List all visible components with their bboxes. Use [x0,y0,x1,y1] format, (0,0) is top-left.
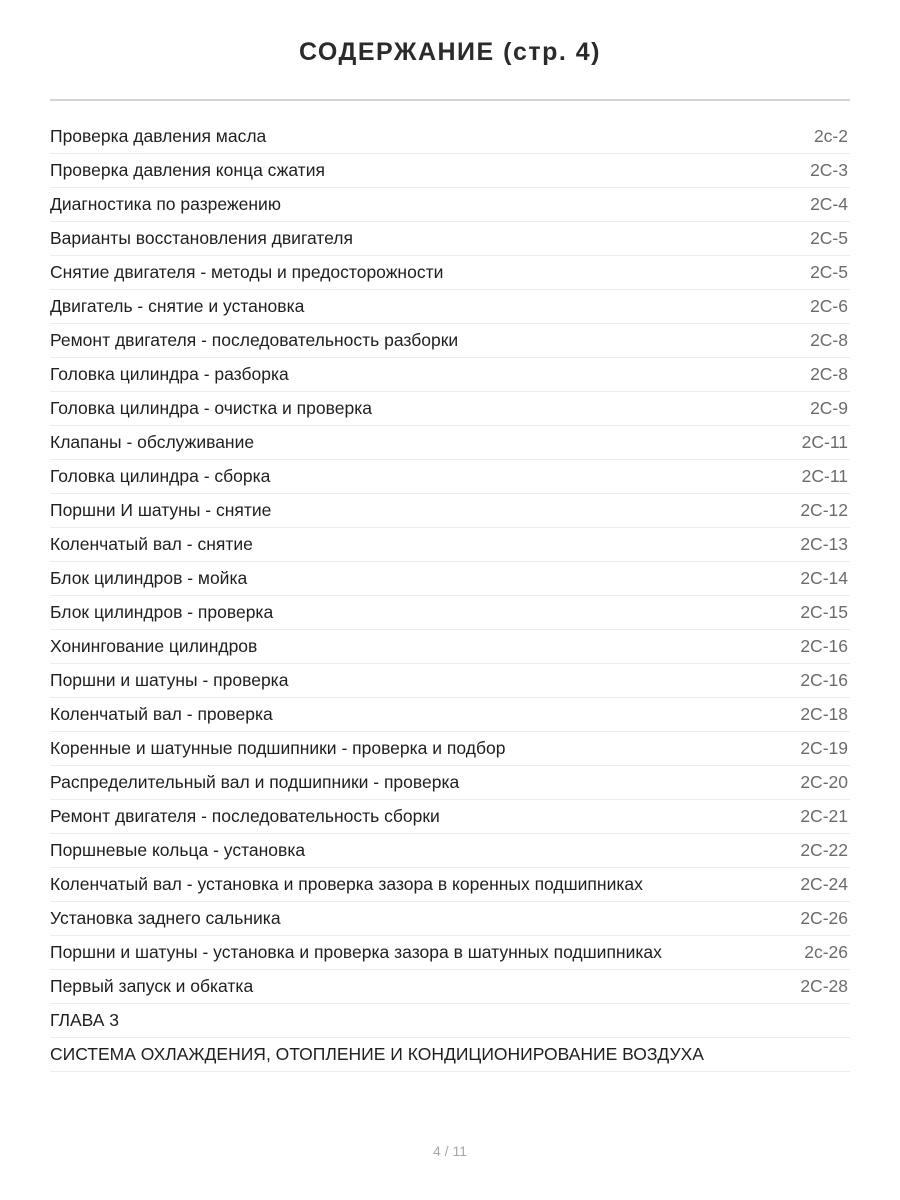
toc-entry[interactable] [50,800,850,834]
toc-entry[interactable] [50,324,850,358]
toc-entry-page: 2C-28 [800,976,848,996]
toc-entry-title: Коленчатый вал - снятие [50,534,253,554]
toc-entry-title: Установка заднего сальника [50,908,281,928]
page-title: СОДЕРЖАНИЕ (стр. 4) [298,38,602,66]
toc-entry-page: 2C-15 [800,602,848,622]
toc-entry-page: 2C-8 [810,364,848,384]
toc-entry-title: Распределительный вал и подшипники - проверка [50,772,460,792]
toc-entry-page: 2C-5 [810,228,848,248]
toc-entry-title: Блок цилиндров - проверка [50,602,274,622]
toc-entry-title: Коренные и шатунные подшипники - проверка и подбор [50,738,506,758]
toc-entry[interactable] [50,1004,850,1038]
toc-entry-title: Первый запуск и обкатка [50,976,254,996]
toc-entry-title: Коленчатый вал - проверка [50,704,273,724]
toc-entry-page: 2C-11 [801,432,848,452]
toc-entry-page: 2C-16 [800,670,848,690]
toc-entry-title: ГЛАВА 3 [50,1010,120,1030]
toc-entry-page: 2C-3 [810,160,848,180]
toc-entry[interactable] [50,766,850,800]
toc-entry-title: Снятие двигателя - методы и предосторожности [50,262,444,282]
toc-entry-title: Поршни и шатуны - установка и проверка зазора в шатунных подшипниках [50,942,662,962]
toc-entry[interactable] [50,868,850,902]
toc-entry-title: Диагностика по разрежению [50,194,281,214]
toc-entry-page: 2C-9 [810,398,848,418]
toc-entry[interactable] [50,392,850,426]
toc-entry-page: 2C-20 [800,772,848,792]
toc-entry[interactable] [50,596,850,630]
toc-entry-page: 2C-11 [801,466,848,486]
toc-entry[interactable] [50,902,850,936]
toc-entry-title: Головка цилиндра - разборка [50,364,289,384]
toc-entry-page: 2C-22 [800,840,848,860]
toc-entry-page: 2c-26 [804,942,848,962]
toc-entry[interactable] [50,936,850,970]
toc-entry-page: 2C-5 [810,262,848,282]
toc-entry-page: 2C-26 [800,908,848,928]
toc-entry[interactable] [50,120,850,154]
toc-entry-page: 2C-21 [800,806,848,826]
toc-entry[interactable] [50,834,850,868]
toc-entry[interactable] [50,188,850,222]
toc-entry-title: Варианты восстановления двигателя [50,228,353,248]
toc-entry-title: Поршни И шатуны - снятие [50,500,272,520]
toc-entry-page: 2C-13 [800,534,848,554]
toc-entry-title: СИСТЕМА ОХЛАЖДЕНИЯ, ОТОПЛЕНИЕ И КОНДИЦИОНИРОВАНИЕ ВОЗДУХА [50,1044,704,1064]
toc-entry[interactable] [50,256,850,290]
toc-entry-page: 2C-24 [800,874,848,894]
toc-entry[interactable] [50,154,850,188]
toc-entry-page: 2C-19 [800,738,848,758]
toc-entry-page: 2c-2 [813,126,848,146]
toc-entry-title: Головка цилиндра - сборка [50,466,271,486]
toc-entry[interactable] [50,698,850,732]
toc-entry[interactable] [50,222,850,256]
table-of-contents [50,120,850,1072]
toc-entry-title: Блок цилиндров - мойка [50,568,248,588]
toc-entry-page: 2C-18 [800,704,848,724]
toc-entry-title: Ремонт двигателя - последовательность разборки [50,330,459,350]
title-divider [50,99,850,101]
toc-entry-page: 2C-16 [800,636,848,656]
toc-entry-title: Ремонт двигателя - последовательность сборки [50,806,440,826]
toc-entry[interactable] [50,732,850,766]
toc-entry[interactable] [50,426,850,460]
toc-entry-page: 2C-6 [810,296,848,316]
toc-entry-page: 2C-14 [800,568,848,588]
toc-entry-title: Хонингование цилиндров [50,636,258,656]
toc-entry-title: Головка цилиндра - очистка и проверка [50,398,372,418]
toc-entry[interactable] [50,970,850,1004]
toc-entry[interactable] [50,290,850,324]
toc-entry-title: Поршневые кольца - установка [50,840,306,860]
toc-entry[interactable] [50,664,850,698]
toc-entry[interactable] [50,494,850,528]
toc-entry-title: Проверка давления масла [50,126,267,146]
page-number: 4 / 11 [433,1143,467,1159]
toc-entry-title: Двигатель - снятие и установка [50,296,305,316]
toc-entry[interactable] [50,562,850,596]
toc-entry-page: 2C-8 [810,330,848,350]
toc-entry[interactable] [50,630,850,664]
toc-entry-title: Клапаны - обслуживание [50,432,255,452]
toc-entry[interactable] [50,528,850,562]
toc-entry[interactable] [50,1038,850,1072]
toc-entry-page: 2C-4 [810,194,848,214]
toc-entry-title: Коленчатый вал - установка и проверка зазора в коренных подшипниках [50,874,643,894]
toc-entry[interactable] [50,460,850,494]
toc-entry-title: Поршни и шатуны - проверка [50,670,289,690]
toc-entry[interactable] [50,358,850,392]
toc-entry-page: 2C-12 [800,500,848,520]
toc-entry-title: Проверка давления конца сжатия [50,160,325,180]
